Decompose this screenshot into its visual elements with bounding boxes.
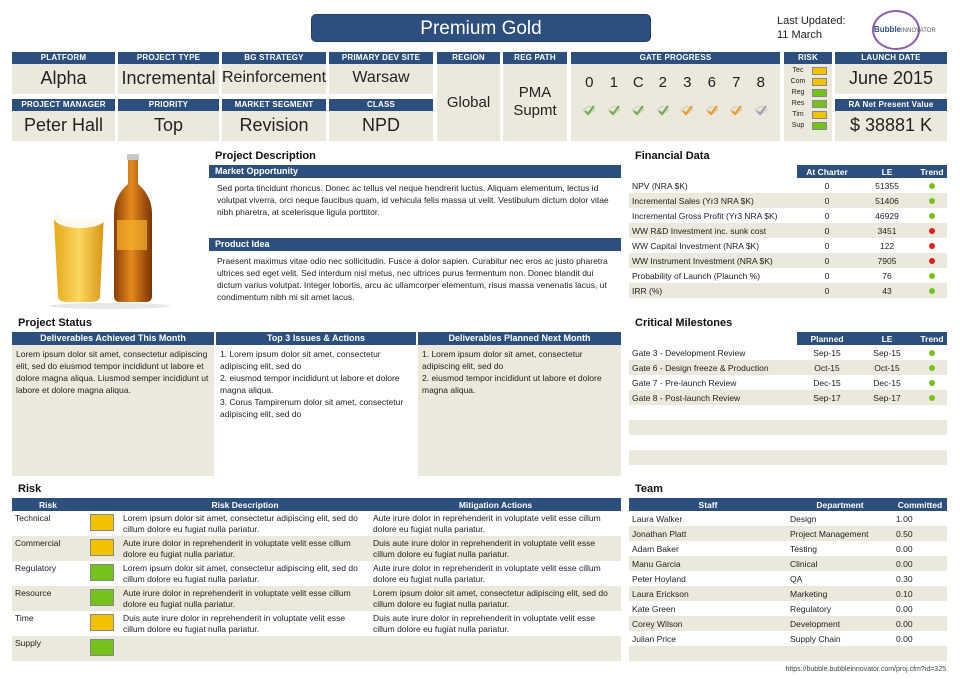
team-staff: Peter Hoyland [632, 573, 686, 584]
last-updated-value: 11 March [777, 29, 823, 41]
table-row [629, 601, 947, 616]
gate-check-icon [724, 104, 749, 123]
trend-dot-icon [929, 228, 935, 234]
risk-description [120, 636, 370, 661]
kpi-value: Revision [239, 115, 309, 135]
gate-number: 2 [658, 74, 667, 91]
kpi-label: RISK [784, 52, 832, 64]
financial-charter: 0 [797, 193, 857, 208]
team-title: Team [635, 483, 663, 495]
milestone-header [629, 332, 797, 345]
trend-dot-icon [929, 395, 935, 401]
kpi-region [437, 52, 500, 141]
financial-metric: WW Capital Investment (NRA $K) [632, 240, 760, 251]
table-row-empty [629, 646, 947, 661]
risk-description: Duis aute irure dolor in reprehenderit in voluptate velit esse cillum dolore eu fugiat nulla pariatur. [123, 613, 346, 634]
gate-check-icon [700, 104, 725, 123]
milestones-title: Critical Milestones [635, 317, 733, 329]
risk-header: Risk Description [120, 498, 370, 511]
kpi-platform [12, 52, 115, 94]
milestone-name: Gate 8 - Post-launch Review [629, 390, 797, 405]
market-opportunity-head: Market Opportunity [209, 165, 621, 178]
planned-item: 1. Lorem ipsum dolor sit amet, consectetur adipiscing elit, sed do [422, 349, 583, 371]
team-committed: 0.30 [896, 573, 913, 584]
financial-le: 7905 [857, 253, 917, 268]
kpi-label: CLASS [329, 99, 433, 111]
kpi-label: PLATFORM [12, 52, 115, 64]
kpi-class [329, 99, 433, 141]
team-department: Project Management [787, 526, 893, 541]
kpi-label: PRIORITY [118, 99, 219, 111]
product-idea-text: Praesent maximus vitae odio nec sollicitudin. Fusce a dolor sapien. Curabitur nec eros ac justo pharetra ultrices sed eget velit. Sed interdum nisl metus, nec ultrices purus fermentum non. Donec blandit dui dictum varius volutpat. Integer lobortis, arcu ac ullamcorper elementum, risus massa venenatis lacus, ut condimentum nibh mi sit amet lacus. [217, 256, 608, 302]
product-idea-head: Product Idea [209, 238, 621, 251]
status-col-head: Deliverables Planned Next Month [418, 332, 621, 345]
team-staff: Julian Price [632, 633, 676, 644]
project-status-title: Project Status [18, 317, 92, 329]
milestone-planned: Sep-17 [797, 390, 857, 405]
risk-mini-label: Sup [791, 122, 805, 129]
gate-number: C [632, 74, 644, 91]
team-header: Staff [629, 498, 787, 511]
table-row [629, 238, 947, 253]
financial-metric: WW R&D Investment inc. sunk cost [629, 223, 797, 238]
kpi-primary-dev-site [329, 52, 433, 94]
kpi-label: RA Net Present Value [835, 99, 947, 111]
milestone-name: Gate 7 - Pre-launch Review [632, 377, 737, 388]
page-url[interactable]: https://bubble.bubbleinnovator.com/proj.cfm?id=325 [785, 666, 946, 673]
kpi-value: Top [153, 115, 184, 135]
risk-level-icon [90, 589, 114, 606]
kpi-label: LAUNCH DATE [835, 52, 947, 64]
product-image [50, 150, 190, 310]
team-staff: Adam Baker [632, 543, 679, 554]
team-staff: Laura Walker [632, 513, 683, 524]
table-row [629, 223, 947, 238]
risk-mini-label: Res [791, 100, 805, 107]
financial-header: LE [857, 165, 917, 178]
risk-description: Lorem ipsum dolor sit amet, consectetur adipiscing elit, sed do cillum dolore eu fugiat nulla pariatur. [123, 563, 358, 584]
table-row [629, 616, 947, 631]
financial-le: 51406 [857, 193, 917, 208]
financial-table [629, 165, 947, 298]
milestone-planned: Sep-15 [813, 347, 841, 358]
kpi-reg-path [503, 52, 567, 141]
financial-header: At Charter [797, 165, 857, 178]
last-updated [777, 14, 846, 42]
risk-header: Mitigation Actions [370, 498, 621, 511]
table-row [629, 360, 947, 375]
kpi-value: June 2015 [848, 68, 934, 88]
risk-mitigation: Aute irure dolor in reprehenderit in voluptate velit esse cillum dolore eu fugiat nulla pariatur. [373, 513, 601, 534]
financial-metric: IRR (%) [629, 283, 797, 298]
bubble-innovator-logo[interactable]: BubbleINNOVATOR [872, 10, 920, 50]
milestone-le: Oct-15 [857, 360, 917, 375]
risk-description: Lorem ipsum dolor sit amet, consectetur adipiscing elit, sed do cillum dolore eu fugiat nulla pariatur. [123, 513, 358, 534]
issue-item: 2. eiusmod tempor incididunt ut labore et dolore magna aliqua. [220, 373, 400, 395]
kpi-label: PRIMARY DEV SITE [329, 52, 433, 64]
team-committed: 0.00 [896, 633, 913, 644]
risk-mini-list [784, 64, 832, 131]
financial-le: 51355 [875, 180, 899, 191]
milestone-header: LE [857, 332, 917, 345]
team-department: Regulatory [790, 603, 832, 614]
risk-header: Risk [12, 498, 84, 511]
risk-mitigation: Duis aute irure dolor in reprehenderit in voluptate velit esse cillum dolore eu fugiat nulla pariatur. [370, 536, 621, 561]
trend-dot-icon [929, 350, 935, 356]
status-col-planned [418, 332, 621, 476]
risk-mini-row [784, 76, 832, 87]
kpi-priority [118, 99, 219, 141]
table-row [629, 571, 947, 586]
table-row [629, 345, 947, 360]
gate-checks [571, 92, 780, 123]
financial-metric: Incremental Gross Profit (Yr3 NRA $K) [632, 210, 778, 221]
trend-dot-icon [929, 380, 935, 386]
milestone-planned: Dec-15 [813, 377, 841, 388]
team-department: Supply Chain [790, 633, 841, 644]
table-row-empty [629, 405, 947, 420]
status-col-head: Deliverables Achieved This Month [12, 332, 214, 345]
risk-header [84, 498, 120, 511]
table-row [12, 611, 621, 636]
trend-dot-icon [929, 258, 935, 264]
team-committed: 0.10 [893, 586, 947, 601]
milestone-le: Dec-15 [873, 377, 901, 388]
team-staff: Kate Green [632, 603, 676, 614]
team-header: Department [787, 498, 893, 511]
financial-charter: 0 [797, 283, 857, 298]
trend-dot-icon [929, 183, 935, 189]
risk-mitigation: Lorem ipsum dolor sit amet, consectetur adipiscing elit, sed do cillum dolore eu fugiat nulla pariatur. [370, 586, 621, 611]
table-row [629, 526, 947, 541]
financial-metric: NPV (NRA $K) [632, 180, 688, 191]
risk-name: Supply [12, 636, 84, 661]
kpi-market-segment [222, 99, 326, 141]
risk-mini-row [784, 109, 832, 120]
planned-item: 2. eiusmod tempor incididunt ut labore et dolore magna aliqua. [422, 373, 602, 395]
milestone-le: Sep-15 [873, 347, 901, 358]
kpi-value: Warsaw [352, 69, 410, 86]
kpi-project-manager [12, 99, 115, 141]
issue-item: 1. Lorem ipsum dolor sit amet, consectetur adipiscing elit, sed do [220, 349, 381, 371]
milestone-header: Trend [917, 332, 947, 345]
trend-dot-icon [929, 198, 935, 204]
financial-le: 3451 [857, 223, 917, 238]
status-col-list [418, 345, 621, 476]
status-col-issues [216, 332, 416, 473]
table-row [629, 586, 947, 601]
team-department: Clinical [787, 556, 893, 571]
risk-name: Technical [15, 513, 51, 523]
risk-name: Time [15, 613, 34, 623]
risk-mini-row [784, 65, 832, 76]
risk-status-icon [812, 78, 827, 86]
financial-le: 76 [882, 270, 892, 281]
team-staff: Corey Wilson [629, 616, 787, 631]
team-committed: 1.00 [896, 513, 913, 524]
table-row [629, 556, 947, 571]
table-row-empty [629, 450, 947, 465]
financial-charter: 0 [824, 270, 830, 281]
milestone-name: Gate 3 - Development Review [632, 347, 746, 358]
financial-le: 122 [879, 240, 895, 251]
team-department: QA [790, 573, 803, 584]
risk-level-icon [90, 639, 114, 656]
team-staff: Laura Erickson [629, 586, 787, 601]
team-committed: 0.00 [893, 556, 947, 571]
table-row [629, 283, 947, 298]
milestones-table [629, 332, 947, 465]
table-row [12, 561, 621, 586]
gate-check-icon [626, 104, 651, 123]
kpi-value: PMA Supmt [513, 84, 557, 119]
team-department: Testing [790, 543, 817, 554]
team-committed: 0.00 [896, 543, 913, 554]
risk-mini-label: Tim [792, 111, 804, 118]
kpi-label: PROJECT TYPE [118, 52, 219, 64]
kpi-value: Peter Hall [23, 115, 104, 135]
trend-dot-icon [929, 288, 935, 294]
risk-mini-row [784, 98, 832, 109]
risk-name: Commercial [12, 536, 84, 561]
risk-title: Risk [18, 483, 42, 495]
kpi-label: BG STRATEGY [222, 52, 326, 64]
kpi-value: Incremental [121, 68, 216, 88]
risk-table [12, 498, 621, 661]
kpi-value: Global [446, 94, 491, 111]
financial-metric: Incremental Sales (Yr3 NRA $K) [629, 193, 797, 208]
gate-check-icon [749, 104, 774, 123]
risk-description: Aute irure dolor in reprehenderit in voluptate velit esse cillum dolore eu fugiat nulla pariatur. [120, 586, 370, 611]
risk-mitigation: Aute irure dolor in reprehenderit in voluptate velit esse cillum dolore eu fugiat nulla pariatur. [373, 563, 601, 584]
kpi-value: $ 38881 K [849, 115, 933, 135]
gate-number: 1 [609, 74, 618, 91]
kpi-risk [784, 52, 832, 141]
milestone-name: Gate 6 - Design freeze & Production [629, 360, 797, 375]
risk-mini-label: Reg [791, 89, 805, 96]
milestone-planned: Oct-15 [797, 360, 857, 375]
table-row [629, 193, 947, 208]
market-opportunity-section [209, 165, 621, 222]
project-description-title: Project Description [215, 150, 316, 162]
kpi-npv [835, 99, 947, 141]
table-row-empty [629, 420, 947, 435]
team-staff: Manu Garcia [629, 556, 787, 571]
status-col-head: Top 3 Issues & Actions [216, 332, 416, 345]
financial-charter: 0 [797, 253, 857, 268]
risk-mitigation [370, 636, 621, 661]
risk-level-icon [90, 614, 114, 631]
financial-header [629, 165, 797, 178]
team-committed: 0.00 [896, 603, 913, 614]
milestone-le: Sep-17 [857, 390, 917, 405]
table-row [12, 511, 621, 536]
risk-status-icon [812, 89, 827, 97]
gate-number: 0 [585, 74, 594, 91]
issue-item: 3. Corus Tampirenum dolor sit amet, consectetur adipiscing elit, sed do [220, 397, 404, 419]
kpi-label: MARKET SEGMENT [222, 99, 326, 111]
gate-numbers [571, 64, 780, 92]
team-department: Marketing [787, 586, 893, 601]
status-col-list [216, 345, 416, 473]
gate-check-icon [651, 104, 676, 123]
risk-mini-label: Com [790, 78, 806, 85]
team-department: Development [787, 616, 893, 631]
risk-name: Resource [12, 586, 84, 611]
kpi-gate-progress [571, 52, 780, 141]
kpi-label: PROJECT MANAGER [12, 99, 115, 111]
team-header: Committed [893, 498, 947, 511]
team-staff: Jonathan Platt [629, 526, 787, 541]
risk-level-icon [90, 539, 114, 556]
table-row [629, 253, 947, 268]
financial-data-title: Financial Data [635, 150, 710, 162]
trend-dot-icon [929, 213, 935, 219]
financial-le: 46929 [875, 210, 899, 221]
gate-number: 8 [756, 74, 765, 91]
kpi-launch-date [835, 52, 947, 94]
gate-check-icon [577, 104, 602, 123]
financial-header: Trend [917, 165, 947, 178]
risk-name: Regulatory [15, 563, 57, 573]
kpi-label: REG PATH [503, 52, 567, 64]
kpi-value: Alpha [40, 68, 87, 88]
kpi-label: REGION [437, 52, 500, 64]
financial-charter: 0 [797, 223, 857, 238]
table-row [12, 636, 621, 661]
financial-charter: 0 [824, 210, 830, 221]
last-updated-label: Last Updated: [777, 15, 846, 27]
table-row [12, 586, 621, 611]
team-committed: 0.50 [893, 526, 947, 541]
kpi-value: Reinforcement [222, 69, 327, 86]
trend-dot-icon [929, 273, 935, 279]
kpi-project-type [118, 52, 219, 94]
table-row [629, 541, 947, 556]
gate-number: 6 [707, 74, 716, 91]
kpi-value: NPD [361, 115, 400, 135]
table-row-empty [629, 435, 947, 450]
team-table [629, 498, 947, 661]
risk-mini-row [784, 120, 832, 131]
table-row [629, 268, 947, 283]
project-status-panel [12, 332, 621, 476]
status-col-text: Lorem ipsum dolor sit amet, consectetur adipiscing elit, sed do eiusmod tempor incididunt ut labore et dolore magna aliqua. Liusmod semper incididunt ut labore et dolore magna aliqua. [16, 349, 209, 395]
table-row [629, 631, 947, 646]
table-row [12, 536, 621, 561]
table-row [629, 511, 947, 526]
dashboard-title: Premium Gold [311, 14, 651, 42]
risk-status-icon [812, 122, 827, 130]
team-committed: 0.00 [893, 616, 947, 631]
milestone-header: Planned [797, 332, 857, 345]
kpi-bg-strategy [222, 52, 326, 94]
financial-le: 43 [857, 283, 917, 298]
risk-level-icon [90, 514, 114, 531]
risk-status-icon [812, 111, 827, 119]
trend-dot-icon [929, 365, 935, 371]
trend-dot-icon [929, 243, 935, 249]
gate-number: 3 [683, 74, 692, 91]
risk-level-icon [90, 564, 114, 581]
risk-mini-label: Tec [792, 67, 804, 74]
table-row [629, 208, 947, 223]
risk-mini-row [784, 87, 832, 98]
table-row [629, 178, 947, 193]
status-col-achieved [12, 332, 214, 476]
team-department: Design [790, 513, 817, 524]
product-idea-section [209, 238, 621, 307]
risk-status-icon [812, 100, 827, 108]
gate-check-icon [602, 104, 627, 123]
financial-charter: 0 [824, 180, 830, 191]
table-row [629, 375, 947, 390]
table-row [629, 390, 947, 405]
kpi-label: GATE PROGRESS [571, 52, 780, 64]
financial-metric: WW Instrument Investment (NRA $K) [629, 253, 797, 268]
market-opportunity-text: Sed porta tincidunt rhoncus. Donec ac tellus vel neque hendrerit luctus. Aliquam elementum, lectus id volutpat viverra, orci neque faucibus quam, id vehicula felis massa ut velit. Vestibulum dictum dolor vitae nibh pharetra, at scelerisque ligula porttitor. [217, 183, 609, 217]
gate-number: 7 [732, 74, 741, 91]
risk-mitigation: Duis aute irure dolor in reprehenderit in voluptate velit esse cillum dolore eu fugiat nulla pariatur. [373, 613, 596, 634]
financial-metric: Probability of Launch (Plaunch %) [632, 270, 761, 281]
gate-check-icon [675, 104, 700, 123]
risk-status-icon [812, 67, 827, 75]
risk-description: Aute irure dolor in reprehenderit in voluptate velit esse cillum dolore eu fugiat nulla pariatur. [120, 536, 370, 561]
financial-charter: 0 [824, 240, 830, 251]
